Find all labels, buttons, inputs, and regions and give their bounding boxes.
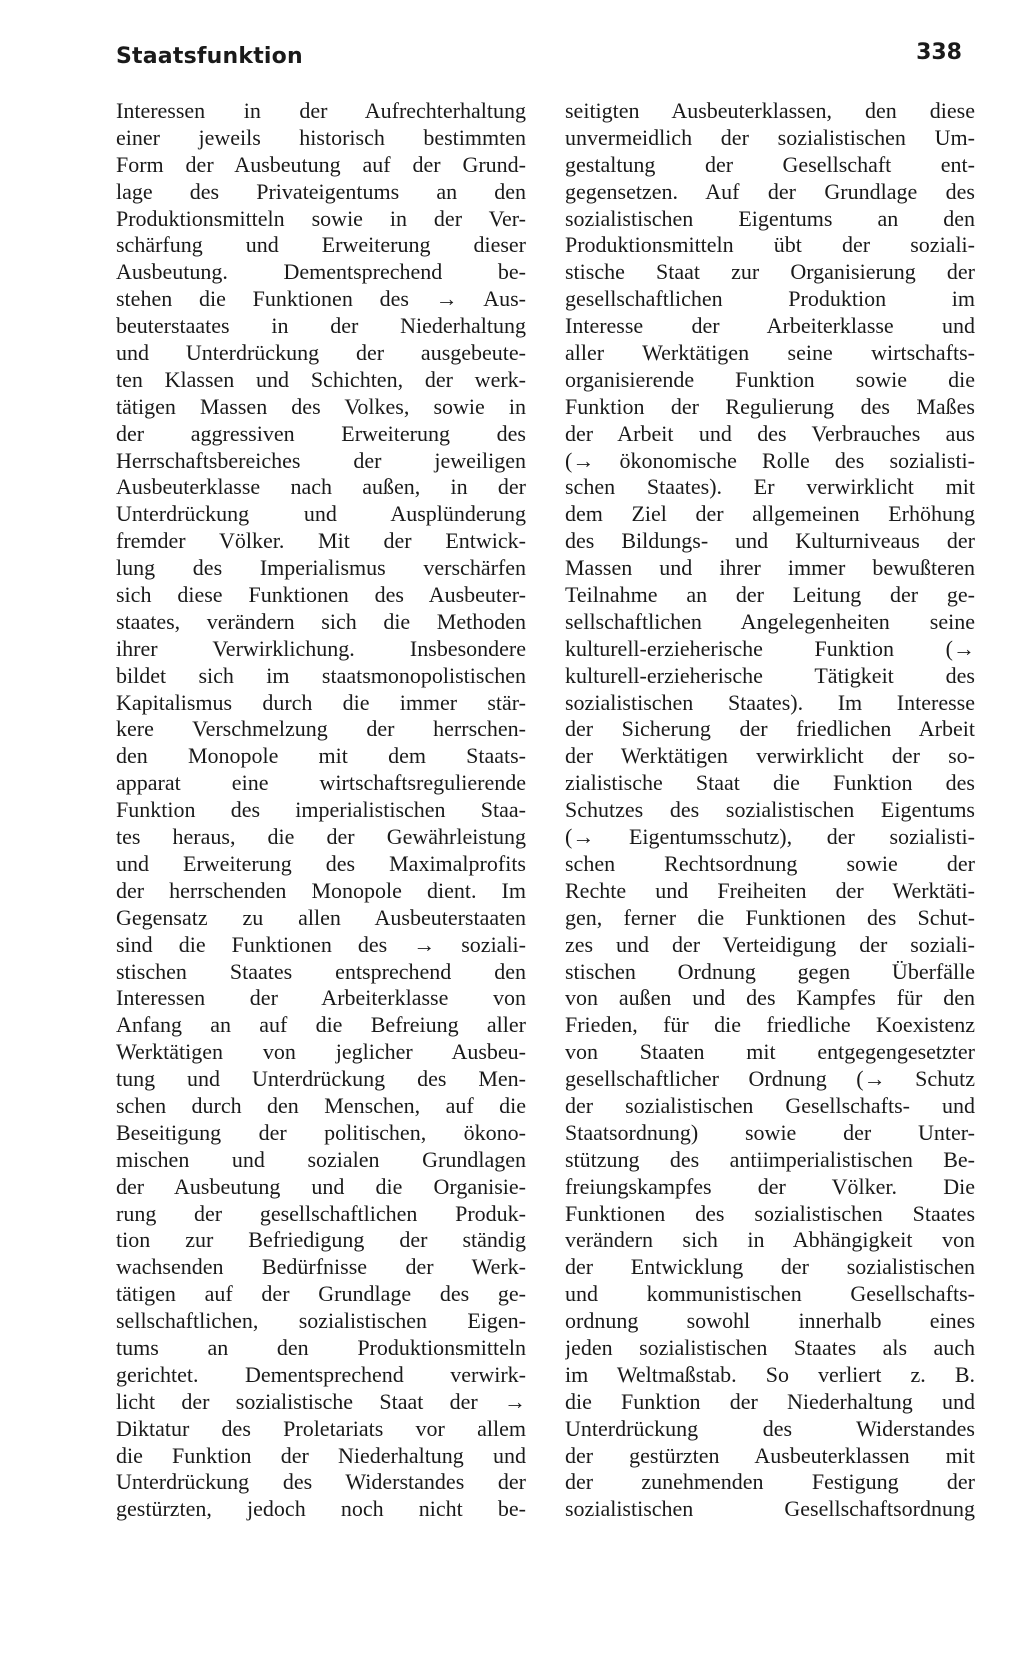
text-column-left	[116, 98, 526, 1523]
text-line: Unterdrückung und Ausplünderung	[116, 501, 526, 527]
text-line: der herrschenden Monopole dient. Im	[116, 877, 526, 903]
text-line: sind die Funktionen des → soziali-	[116, 931, 526, 957]
text-line: einer jeweils historisch bestimmten	[116, 124, 526, 150]
text-line: ordnung sowohl innerhalb eines	[565, 1308, 975, 1334]
text-line: lung des Imperialismus verschärfen	[116, 555, 526, 581]
text-line: gen, ferner die Funktionen des Schut-	[565, 904, 975, 930]
text-line: der aggressiven Erweiterung des	[116, 420, 526, 446]
text-line: Funktion des imperialistischen Staa-	[116, 797, 526, 823]
text-line: tung und Unterdrückung des Men-	[116, 1066, 526, 1092]
text-line: und Unterdrückung der ausgebeute-	[116, 340, 526, 366]
text-line: zialistische Staat die Funktion des	[565, 770, 975, 796]
text-line: apparat eine wirtschaftsregulierende	[116, 770, 526, 796]
text-line: unvermeidlich der sozialistischen Um-	[565, 124, 975, 150]
text-line: kulturell-erzieherische Funktion (→	[565, 635, 975, 661]
text-line: mischen und sozialen Grundlagen	[116, 1146, 526, 1172]
text-line: und Erweiterung des Maximalprofits	[116, 850, 526, 876]
text-line: gerichtet. Dementsprechend verwirk-	[116, 1361, 526, 1387]
text-line: der Entwicklung der sozialistischen	[565, 1254, 975, 1280]
running-head-title: Staatsfunktion	[116, 44, 303, 69]
text-line: Staatsordnung) sowie der Unter-	[565, 1119, 975, 1145]
text-line: wachsenden Bedürfnisse der Werk-	[116, 1254, 526, 1280]
text-line: ihrer Verwirklichung. Insbesondere	[116, 635, 526, 661]
text-line: den Monopole mit dem Staats-	[116, 743, 526, 769]
text-line: bildet sich im staatsmonopolistischen	[116, 662, 526, 688]
text-line: dem Ziel der allgemeinen Erhöhung	[565, 501, 975, 527]
text-line: sozialistischen Staates). Im Interesse	[565, 689, 975, 715]
text-line: Funktion der Regulierung des Maßes	[565, 393, 975, 419]
text-line: kulturell-erzieherische Tätigkeit des	[565, 662, 975, 688]
text-line: der Ausbeutung und die Organisie-	[116, 1173, 526, 1199]
text-column-right	[565, 98, 975, 1523]
text-line: gestürzten, jedoch noch nicht be-	[116, 1496, 526, 1522]
text-line: (→ Eigentumsschutz), der sozialisti-	[565, 824, 975, 850]
text-line: Schutzes des sozialistischen Eigentums	[565, 797, 975, 823]
text-line: Massen und ihrer immer bewußteren	[565, 555, 975, 581]
text-line: und kommunistischen Gesellschafts-	[565, 1281, 975, 1307]
text-line: Teilnahme an der Leitung der ge-	[565, 582, 975, 608]
text-line: lage des Privateigentums an den	[116, 178, 526, 204]
text-line: jeden sozialistischen Staates als auch	[565, 1334, 975, 1360]
text-line: ten Klassen und Schichten, der werk-	[116, 366, 526, 392]
text-line: (→ ökonomische Rolle des sozialisti-	[565, 447, 975, 473]
text-line: stischen Staates entsprechend den	[116, 958, 526, 984]
text-line: von außen und des Kampfes für den	[565, 985, 975, 1011]
text-line: Ausbeutung. Dementsprechend be-	[116, 259, 526, 285]
text-line: die Funktion der Niederhaltung und	[565, 1388, 975, 1414]
text-line: Werktätigen von jeglicher Ausbeu-	[116, 1039, 526, 1065]
text-line: von Staaten mit entgegengesetzter	[565, 1039, 975, 1065]
text-line: tion zur Befriedigung der ständig	[116, 1227, 526, 1253]
text-line: Ausbeuterklasse nach außen, in der	[116, 474, 526, 500]
text-line: zes und der Verteidigung der soziali-	[565, 931, 975, 957]
text-line: gestaltung der Gesellschaft ent-	[565, 151, 975, 177]
text-line: schen Rechtsordnung sowie der	[565, 850, 975, 876]
text-line: tätigen auf der Grundlage des ge-	[116, 1281, 526, 1307]
text-line: beuterstaates in der Niederhaltung	[116, 313, 526, 339]
text-line: der Sicherung der friedlichen Arbeit	[565, 716, 975, 742]
text-line: verändern sich in Abhängigkeit von	[565, 1227, 975, 1253]
text-line: Herrschaftsbereiches der jeweiligen	[116, 447, 526, 473]
text-line: der sozialistischen Gesellschafts- und	[565, 1092, 975, 1118]
text-line: Produktionsmitteln sowie in der Ver-	[116, 205, 526, 231]
text-line: schen durch den Menschen, auf die	[116, 1092, 526, 1118]
text-line: tums an den Produktionsmitteln	[116, 1334, 526, 1360]
text-line: gesellschaftlichen Produktion im	[565, 286, 975, 312]
text-line: Frieden, für die friedliche Koexistenz	[565, 1012, 975, 1038]
text-line: Interesse der Arbeiterklasse und	[565, 313, 975, 339]
text-line: schärfung und Erweiterung dieser	[116, 232, 526, 258]
text-line: Interessen der Arbeiterklasse von	[116, 985, 526, 1011]
text-line: sozialistischen Gesellschaftsordnung	[565, 1496, 975, 1522]
page-number: 338	[916, 40, 962, 65]
text-line: Beseitigung der politischen, ökono-	[116, 1119, 526, 1145]
text-line: Diktatur des Proletariats vor allem	[116, 1415, 526, 1441]
text-line: Produktionsmitteln übt der soziali-	[565, 232, 975, 258]
text-line: tätigen Massen des Volkes, sowie in	[116, 393, 526, 419]
text-line: seitigten Ausbeuterklassen, den diese	[565, 98, 975, 123]
text-line: stische Staat zur Organisierung der	[565, 259, 975, 285]
text-line: Form der Ausbeutung auf der Grund-	[116, 151, 526, 177]
text-line: kere Verschmelzung der herrschen-	[116, 716, 526, 742]
text-line: der Werktätigen verwirklicht der so-	[565, 743, 975, 769]
text-line: Unterdrückung des Widerstandes	[565, 1415, 975, 1441]
text-line: Rechte und Freiheiten der Werktäti-	[565, 877, 975, 903]
text-line: der zunehmenden Festigung der	[565, 1469, 975, 1495]
text-line: Funktionen des sozialistischen Staates	[565, 1200, 975, 1226]
text-line: Gegensatz zu allen Ausbeuterstaaten	[116, 904, 526, 930]
text-line: schen Staates). Er verwirklicht mit	[565, 474, 975, 500]
text-line: sellschaftlichen Angelegenheiten seine	[565, 608, 975, 634]
text-line: Interessen in der Aufrechterhaltung	[116, 98, 526, 123]
text-line: freiungskampfes der Völker. Die	[565, 1173, 975, 1199]
text-line: Anfang an auf die Befreiung aller	[116, 1012, 526, 1038]
text-line: stischen Ordnung gegen Überfälle	[565, 958, 975, 984]
text-line: tes heraus, die der Gewährleistung	[116, 824, 526, 850]
text-line: sellschaftlichen, sozialistischen Eigen-	[116, 1308, 526, 1334]
text-line: sozialistischen Eigentums an den	[565, 205, 975, 231]
text-line: licht der sozialistische Staat der →	[116, 1388, 526, 1414]
text-line: Unterdrückung des Widerstandes der	[116, 1469, 526, 1495]
text-line: organisierende Funktion sowie die	[565, 366, 975, 392]
text-line: stehen die Funktionen des → Aus-	[116, 286, 526, 312]
text-line: des Bildungs- und Kulturniveaus der	[565, 528, 975, 554]
text-line: der gestürzten Ausbeuterklassen mit	[565, 1442, 975, 1468]
text-line: gesellschaftlicher Ordnung (→ Schutz	[565, 1066, 975, 1092]
text-line: aller Werktätigen seine wirtschafts-	[565, 340, 975, 366]
text-line: im Weltmaßstab. So verliert z. B.	[565, 1361, 975, 1387]
text-line: rung der gesellschaftlichen Produk-	[116, 1200, 526, 1226]
text-line: fremder Völker. Mit der Entwick-	[116, 528, 526, 554]
text-line: der Arbeit und des Verbrauches aus	[565, 420, 975, 446]
text-line: stützung des antiimperialistischen Be-	[565, 1146, 975, 1172]
text-line: Kapitalismus durch die immer stär-	[116, 689, 526, 715]
text-line: die Funktion der Niederhaltung und	[116, 1442, 526, 1468]
text-line: sich diese Funktionen des Ausbeuter-	[116, 582, 526, 608]
text-line: gegensetzen. Auf der Grundlage des	[565, 178, 975, 204]
text-line: staates, verändern sich die Methoden	[116, 608, 526, 634]
